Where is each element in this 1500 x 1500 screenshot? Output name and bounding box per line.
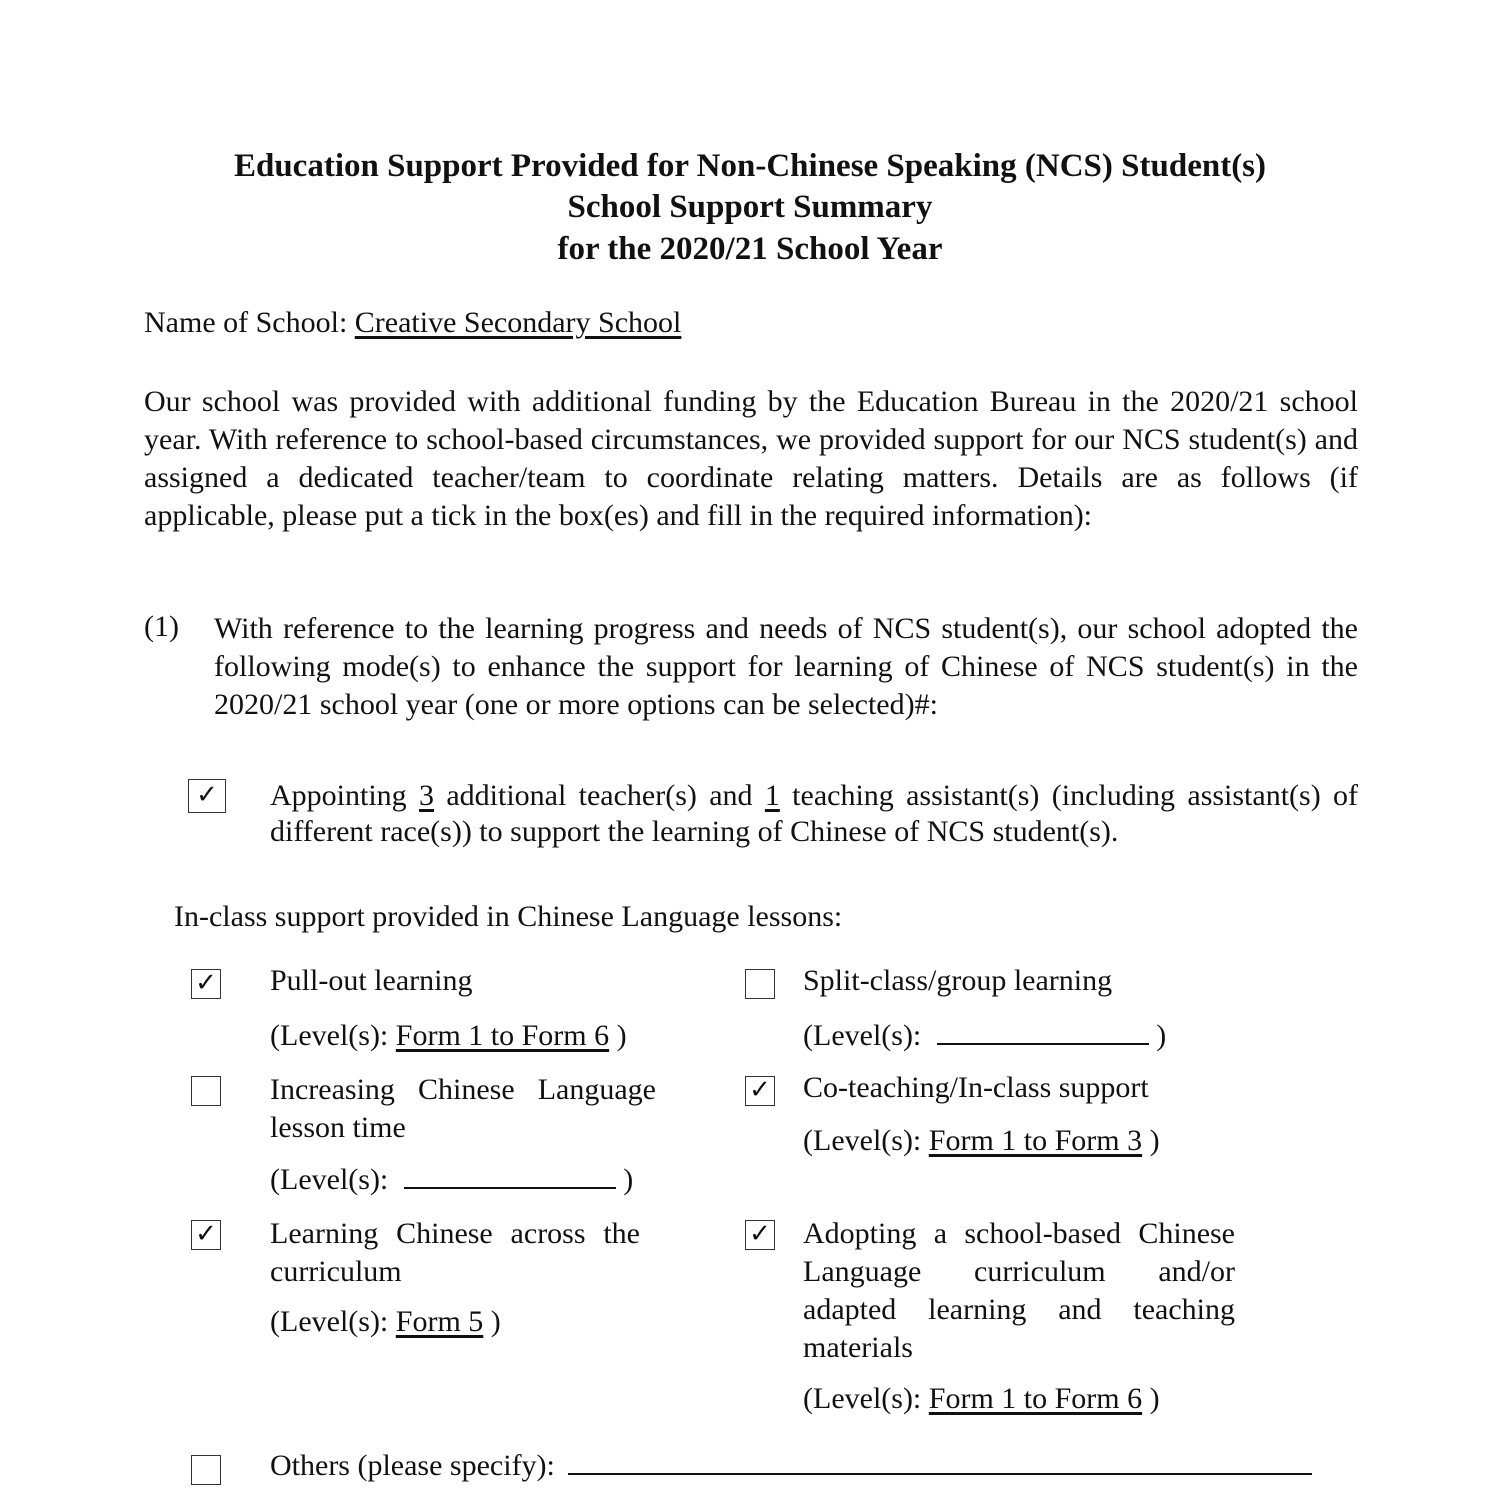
school-based-curriculum-levels: (Level(s): Form 1 to Form 6 ) bbox=[803, 1382, 1160, 1415]
others-row bbox=[270, 1449, 1312, 1483]
school-based-curriculum-label: Adopting a school-based Chinese Language curriculum and/or adapted learning and teaching materials bbox=[803, 1217, 1235, 1364]
check-mark-icon: ✓ bbox=[749, 1219, 771, 1249]
pull-out-learning-label: Pull-out learning bbox=[270, 964, 473, 997]
increasing-lesson-time-label: Increasing Chinese Language lesson time bbox=[270, 1073, 656, 1144]
in-class-support-heading: In-class support provided in Chinese Language lessons: bbox=[174, 900, 843, 933]
level-blank-field[interactable] bbox=[937, 1019, 1149, 1045]
check-mark-icon: ✓ bbox=[749, 1075, 771, 1105]
appointing-text-a: Appointing bbox=[270, 779, 407, 812]
split-class-learning-checkbox[interactable] bbox=[745, 969, 775, 999]
split-class-learning-label: Split-class/group learning bbox=[803, 964, 1113, 997]
pull-out-learning-levels: (Level(s): Form 1 to Form 6 ) bbox=[270, 1019, 627, 1052]
school-name-value: Creative Secondary School bbox=[354, 306, 682, 339]
increasing-lesson-time-checkbox[interactable] bbox=[191, 1076, 221, 1106]
additional-teachers-count: 3 bbox=[419, 779, 434, 812]
section-1-text: With reference to the learning progress and needs of NCS student(s), our school adopted the following mode(s) to enhance the support for learning of Chinese of NCS student(s) in the 2020/21 school year (one or more options can be selected)#: bbox=[214, 612, 1358, 721]
increasing-lesson-time-levels: (Level(s): ) bbox=[270, 1163, 634, 1196]
school-based-curriculum-checkbox[interactable] bbox=[745, 1220, 775, 1250]
check-mark-icon: ✓ bbox=[195, 968, 217, 998]
appointing-text-c: teaching assistant(s) (including assistant(s) of different race(s)) to support the learning of Chinese of NCS student(s). bbox=[270, 779, 1359, 848]
across-curriculum-label: Learning Chinese across the curriculum bbox=[270, 1217, 640, 1288]
across-curriculum-checkbox[interactable] bbox=[191, 1220, 221, 1250]
teaching-assistants-count: 1 bbox=[764, 779, 780, 812]
document-title-line-1: Education Support Provided for Non-Chinese Speaking (NCS) Student(s) bbox=[233, 148, 1267, 184]
document-title-line-2: School Support Summary bbox=[567, 189, 933, 225]
level-value: Form 5 bbox=[395, 1305, 484, 1338]
level-value: Form 1 to Form 6 bbox=[395, 1019, 610, 1052]
appointing-checkbox[interactable] bbox=[188, 779, 226, 813]
across-curriculum-levels: (Level(s): Form 5 ) bbox=[270, 1305, 501, 1338]
check-mark-icon: ✓ bbox=[196, 780, 218, 810]
document-title-line-3: for the 2020/21 School Year bbox=[557, 231, 943, 267]
others-checkbox[interactable] bbox=[191, 1455, 221, 1485]
level-blank-field[interactable] bbox=[404, 1163, 616, 1189]
section-1-number: (1) bbox=[144, 610, 179, 643]
split-class-learning-levels: (Level(s): ) bbox=[803, 1019, 1167, 1052]
others-specify-field[interactable] bbox=[568, 1449, 1312, 1475]
co-teaching-levels: (Level(s): Form 1 to Form 3 ) bbox=[803, 1124, 1160, 1157]
others-label: Others (please specify): bbox=[270, 1449, 555, 1482]
co-teaching-checkbox[interactable] bbox=[745, 1076, 775, 1106]
check-mark-icon: ✓ bbox=[195, 1219, 217, 1249]
appointing-text bbox=[270, 778, 1358, 850]
intro-paragraph: Our school was provided with additional funding by the Education Bureau in the 2020/21 school year. With reference to school-based circumstances, we provided support for our NCS student(s) and assigned a dedicated teacher/team to coordinate relating matters. Details are as follows (if applicable, please put a tick in the box(es) and fill in the required information): bbox=[144, 385, 1358, 532]
level-value: Form 1 to Form 6 bbox=[928, 1382, 1143, 1415]
pull-out-learning-checkbox[interactable] bbox=[191, 969, 221, 999]
school-name-row bbox=[144, 306, 681, 340]
school-name-label: Name of School: bbox=[144, 306, 348, 339]
co-teaching-label: Co-teaching/In-class support bbox=[803, 1071, 1149, 1104]
level-value: Form 1 to Form 3 bbox=[928, 1124, 1143, 1157]
appointing-text-b: additional teacher(s) and bbox=[446, 779, 753, 812]
